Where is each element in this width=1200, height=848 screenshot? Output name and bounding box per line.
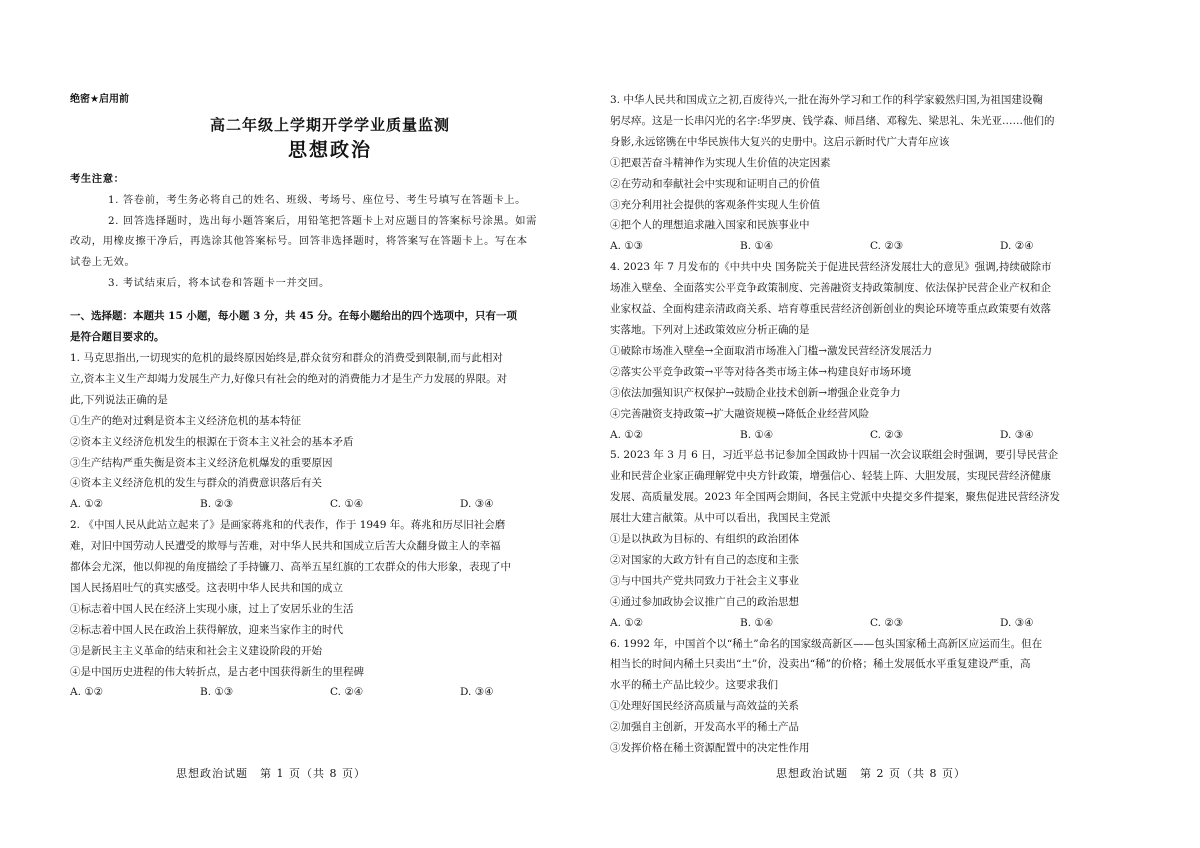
question-item: ①处理好国民经济高质量与高效益的关系 bbox=[610, 700, 799, 713]
question-6 bbox=[610, 634, 1130, 759]
question-item: ③发挥价格在稀土资源配置中的决定性作用 bbox=[610, 742, 810, 755]
section-heading bbox=[70, 306, 590, 348]
option-c: C. ②④ bbox=[330, 686, 364, 699]
question-stem: 3. 中华人民共和国成立之初,百废待兴,一批在海外学习和工作的科学家毅然归国,为祖国建设鞠 bbox=[610, 94, 1043, 106]
question-stem: 躬尽瘁。这是一长串闪光的名字:华罗庚、钱学森、师昌绪、邓稼先、梁思礼、朱光亚……他们的 bbox=[610, 114, 1055, 127]
question-item: ②资本主义经济危机发生的根源在于资本主义社会的基本矛盾 bbox=[70, 435, 354, 448]
question-item: ①生产的绝对过剩是资本主义经济危机的基本特征 bbox=[70, 414, 301, 427]
left-page bbox=[70, 90, 590, 703]
option-b: B. ①④ bbox=[740, 428, 774, 441]
answer-options bbox=[610, 425, 1130, 446]
question-stem: 展壮大建言献策。从中可以看出，我国民主党派 bbox=[610, 512, 831, 525]
question-stem: 相当长的时间内稀土只卖出“土”价，没卖出“稀”的价格；稀土发展低水平重复建设严重，高 bbox=[610, 658, 1031, 671]
answer-options bbox=[70, 682, 590, 703]
option-b: B. ①④ bbox=[740, 240, 774, 253]
question-stem: 实落地。下列对上述政策效应分析正确的是 bbox=[610, 323, 810, 336]
confidential-mark: 绝密★启用前 bbox=[70, 94, 129, 105]
notice-heading: 考生注意： bbox=[70, 172, 125, 185]
question-item: ③充分利用社会提供的客观条件实现人生价值 bbox=[610, 198, 820, 211]
page-footer-right: 思想政治试题 第 2 页（共 8 页） bbox=[776, 767, 966, 780]
exam-notice bbox=[70, 169, 590, 294]
question-item: ③依法加强知识产权保护→鼓励企业技术创新→增强企业竞争力 bbox=[610, 386, 901, 399]
question-stem: 业和民营企业家正确理解党中央方针政策，增强信心、轻装上阵、大胆发展，实现民营经济健康 bbox=[610, 470, 1051, 483]
option-a: A. ①② bbox=[70, 686, 104, 699]
question-5 bbox=[610, 445, 1130, 633]
question-1 bbox=[70, 348, 590, 515]
question-2 bbox=[70, 515, 590, 703]
option-a: A. ①② bbox=[70, 498, 104, 511]
option-b: B. ②③ bbox=[200, 498, 234, 511]
question-item: ④是中国历史进程的伟大转折点，是古老中国获得新生的里程碑 bbox=[70, 665, 364, 678]
notice-line: 2. 回答选择题时，选出每小题答案后，用铅笔把答题卡上对应题目的答案标号涂黑。如需 bbox=[108, 214, 537, 227]
question-item: ③是新民主主义革命的结束和社会主义建设阶段的开始 bbox=[70, 644, 322, 657]
question-stem: 国人民扬眉吐气的真实感受。这表明中华人民共和国的成立 bbox=[70, 581, 343, 594]
question-item: ②对国家的大政方针有自己的态度和主张 bbox=[610, 553, 799, 566]
option-b: B. ①③ bbox=[200, 686, 234, 699]
section-heading-line: 一、选择题：本题共 15 小题，每小题 3 分，共 45 分。在每小题给出的四个选项中，只有一项 bbox=[70, 310, 517, 323]
answer-options bbox=[610, 613, 1130, 634]
question-item: ①标志着中国人民在经济上实现小康，过上了安居乐业的生活 bbox=[70, 602, 354, 615]
subject-title: 思想政治 bbox=[287, 138, 372, 161]
option-c: C. ②③ bbox=[870, 428, 904, 441]
question-item: ②标志着中国人民在政治上获得解放，迎来当家作主的时代 bbox=[70, 623, 343, 636]
option-c: C. ②③ bbox=[870, 616, 904, 629]
notice-line: 3. 考试结束后，将本试卷和答题卡一并交回。 bbox=[108, 277, 330, 290]
notice-line: 试卷上无效。 bbox=[70, 256, 136, 269]
answer-options bbox=[610, 236, 1130, 257]
option-b: B. ①④ bbox=[740, 616, 774, 629]
option-d: D. ③④ bbox=[1000, 616, 1034, 629]
notice-line: 改动，用橡皮擦干净后，再选涂其他答案标号。回答非选择题时，将答案写在答题卡上。写在本 bbox=[70, 235, 528, 248]
right-page bbox=[610, 90, 1130, 759]
question-item: ④资本主义经济危机的发生与群众的消费意识落后有关 bbox=[70, 477, 322, 490]
question-3 bbox=[610, 90, 1130, 257]
question-stem: 2. 《中国人民从此站立起来了》是画家蒋兆和的代表作，作于 1949 年。蒋兆和历尽旧社会磨 bbox=[70, 519, 506, 532]
question-item: ①是以执政为目标的、有组织的政治团体 bbox=[610, 533, 799, 546]
question-item: ②在劳动和奉献社会中实现和证明自己的价值 bbox=[610, 177, 820, 190]
option-c: C. ②③ bbox=[870, 240, 904, 253]
question-item: ④完善融资支持政策→扩大融资规模→降低企业经营风险 bbox=[610, 407, 870, 420]
question-item: ②加强自主创新，开发高水平的稀土产品 bbox=[610, 721, 799, 734]
question-stem: 发展、高质量发展。2023 年全国两会期间，各民主党派中央提交多件提案，聚焦促进民营经济发 bbox=[610, 491, 1061, 504]
question-stem: 6. 1992 年，中国首个以“稀土”命名的国家级高新区——包头国家稀土高新区应运而生。但在 bbox=[610, 637, 1043, 650]
exam-title: 高二年级上学期开学学业质量监测 bbox=[209, 115, 450, 134]
question-item: ③与中国共产党共同致力于社会主义事业 bbox=[610, 574, 799, 587]
question-stem: 难，对旧中国劳动人民遭受的欺辱与苦难，对中华人民共和国成立后苦大众翻身做主人的幸福 bbox=[70, 540, 501, 553]
option-a: A. ①② bbox=[610, 428, 644, 441]
question-stem: 5. 2023 年 3 月 6 日，习近平总书记参加全国政协十四届一次会议联组会时强调，要引导民营企 bbox=[610, 449, 1059, 462]
question-item: ②落实公平竞争政策→平等对待各类市场主体→构建良好市场环境 bbox=[610, 365, 912, 378]
option-d: D. ③④ bbox=[460, 686, 494, 699]
question-stem: 场准入壁垒、全面落实公平竞争政策制度、完善融资支持政策制度、依法保护民营企业产权和企 bbox=[610, 282, 1051, 295]
page-footer-left: 思想政治试题 第 1 页（共 8 页） bbox=[176, 767, 366, 780]
answer-options bbox=[70, 494, 590, 515]
question-stem: 水平的稀土产品比较少。这要求我们 bbox=[610, 679, 778, 692]
question-item: ④把个人的理想追求融入国家和民族事业中 bbox=[610, 219, 810, 232]
question-stem: 身影,永远铭镌在中华民族伟大复兴的史册中。这启示新时代广大青年应该 bbox=[610, 135, 950, 148]
section-heading-line: 是符合题目要求的。 bbox=[70, 331, 165, 344]
option-a: A. ①② bbox=[610, 616, 644, 629]
notice-line: 1. 答卷前，考生务必将自己的姓名、班级、考场号、座位号、考生号填写在答题卡上。 bbox=[108, 193, 527, 206]
question-stem: 4. 2023 年 7 月发布的《中共中央 国务院关于促进民营经济发展壮大的意见》强调,持续破除市 bbox=[610, 261, 1052, 274]
option-d: D. ③④ bbox=[1000, 428, 1034, 441]
question-stem: 立,资本主义生产却竭力发展生产力,好像只有社会的绝对的消费能力才是生产力发展的界限。对 bbox=[70, 372, 508, 385]
question-stem: 1. 马克思指出,一切现实的危机的最终原因始终是,群众贫穷和群众的消费受到限制,而与此相对 bbox=[70, 351, 503, 364]
question-stem: 此,下列说法正确的是 bbox=[70, 393, 168, 406]
question-item: ④通过参加政协会议推广自己的政治思想 bbox=[610, 595, 799, 608]
option-d: D. ②④ bbox=[1000, 240, 1034, 253]
question-stem: 都体会尤深，他以仰视的角度描绘了手持镰刀、高举五星红旗的工农群众的伟大形象，表现了中 bbox=[70, 561, 511, 574]
option-d: D. ③④ bbox=[460, 498, 494, 511]
question-stem: 业家权益、全面构建亲清政商关系、培育尊重民营经济创新创业的舆论环境等重点政策要有效落 bbox=[610, 303, 1051, 316]
question-item: ①把艰苦奋斗精神作为实现人生价值的决定因素 bbox=[610, 156, 831, 169]
option-c: C. ①④ bbox=[330, 498, 364, 511]
question-item: ③生产结构严重失衡是资本主义经济危机爆发的重要原因 bbox=[70, 456, 333, 469]
question-4 bbox=[610, 257, 1130, 445]
option-a: A. ①③ bbox=[610, 240, 644, 253]
question-item: ①破除市场准入壁垒→全面取消市场准入门槛→激发民营经济发展活力 bbox=[610, 344, 933, 357]
